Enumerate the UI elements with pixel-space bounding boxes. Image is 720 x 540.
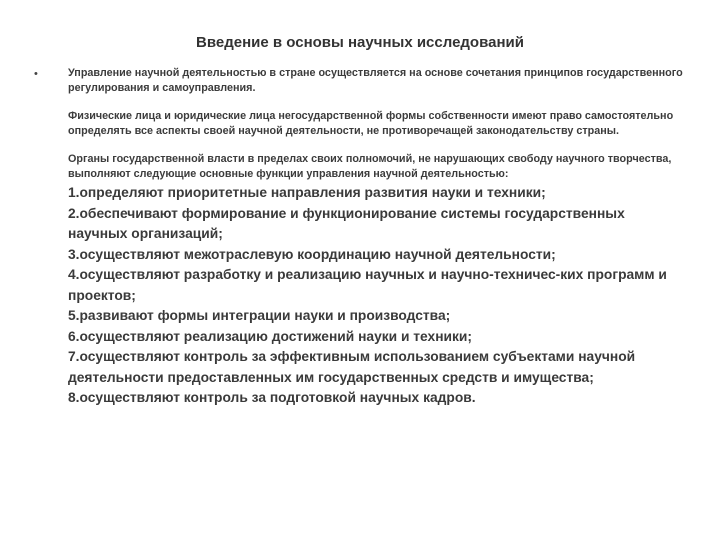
paragraph-governance: Управление научной деятельностью в стране осуществляется на основе сочетания принципов государственного регулирования и самоуправления. (68, 67, 683, 94)
function-item-1: 1.определяют приоритетные направления развития науки и техники; (68, 185, 546, 200)
bullet-marker: • (34, 68, 38, 80)
paragraph-private-entities: Физические лица и юридические лица негосударственной формы собственности имеют право самостоятельно определять все аспекты своей научной деятельности, не противоречащей законодательству страны. (68, 110, 674, 137)
function-item-3: 3.осуществляют межотраслевую координацию научной деятельности; (68, 246, 556, 262)
function-item-2: 2.обеспечивают формирование и функционирование системы государственных научных организаций; (68, 205, 625, 241)
paragraph-state-functions: Органы государственной власти в пределах своих полномочий, не нарушающих свободу научного творчества, выполняют следующие основные функции управления научной деятельностью: (68, 153, 672, 180)
function-item-8: 8.осуществляют контроль за подготовкой научных кадров. (68, 390, 476, 405)
function-item-4: 4.осуществляют разработку и реализацию научных и научно-техничес-ких программ и проектов; (68, 267, 667, 303)
function-item-7: 7.осуществляют контроль за эффективным использованием субъектами научной деятельности предоставленных им государственных средств и имущества; (68, 349, 636, 385)
slide-title: Введение в основы научных исследований (196, 34, 524, 51)
functions-list (68, 183, 688, 409)
slide-body (68, 66, 688, 409)
function-item-6: 6.осуществляют реализацию достижений науки и техники; (68, 328, 473, 344)
function-item-5: 5.развивают формы интеграции науки и производства; (68, 308, 451, 323)
